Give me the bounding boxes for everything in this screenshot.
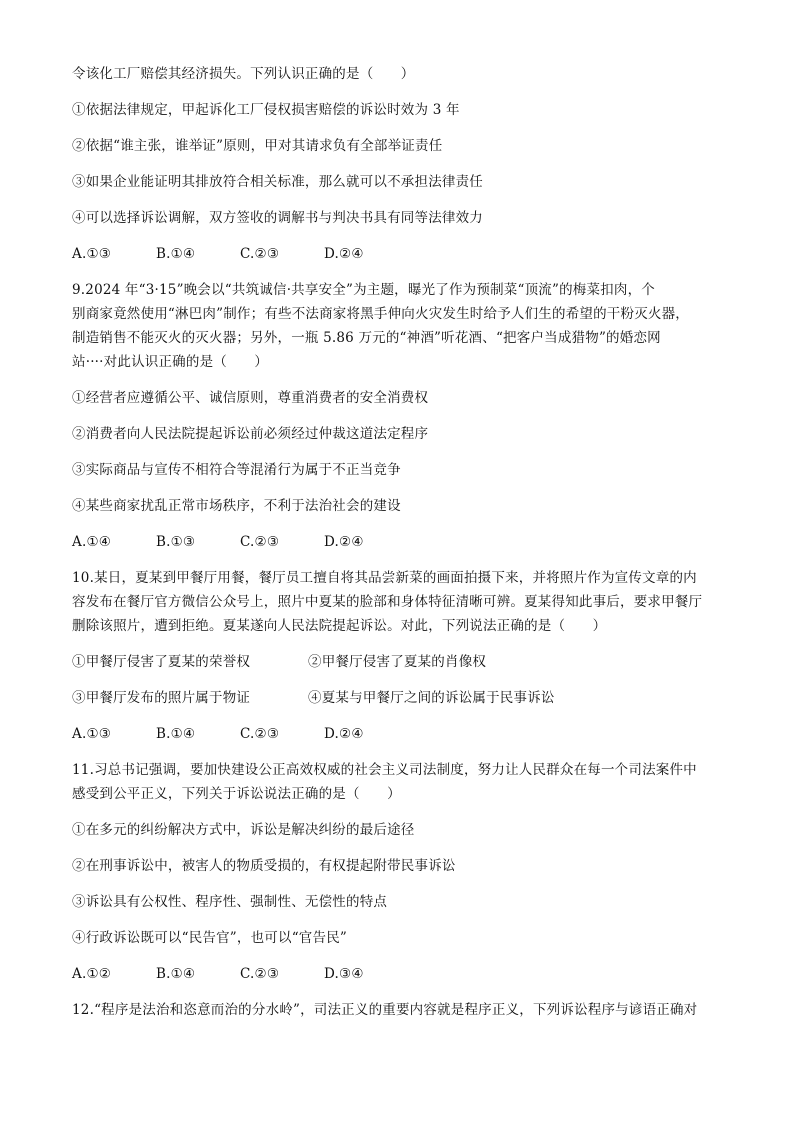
q9-stem-line-2: 别商家竟然使用“淋巴肉”制作；有些不法商家将黑手伸向火灾发生时给予人们生的希望的干粉灭火器， bbox=[72, 306, 690, 322]
option-c: C.②③ bbox=[240, 966, 280, 982]
option-b: B.①④ bbox=[156, 966, 196, 982]
option-d: D.②④ bbox=[324, 246, 364, 262]
statement-3: ③如果企业能证明其排放符合相关标准，那么就可以不承担法律责任 bbox=[72, 174, 483, 190]
q11-statement-2: ②在刑事诉讼中，被害人的物质受损的，有权提起附带民事诉讼 bbox=[72, 858, 456, 874]
option-b: B.①④ bbox=[156, 246, 196, 262]
q10-statement-4: ④夏某与甲餐厅之间的诉讼属于民事诉讼 bbox=[308, 690, 555, 706]
q9-statement-1: ①经营者应遵循公平、诚信原则，尊重消费者的安全消费权 bbox=[72, 390, 429, 406]
q11-statement-1: ①在多元的纠纷解决方式中，诉讼是解决纠纷的最后途径 bbox=[72, 822, 415, 838]
q10-stem-line-1: 10.某日，夏某到甲餐厅用餐，餐厅员工擅自将其品尝新菜的画面拍摄下来，并将照片作为宣传文章的内 bbox=[72, 570, 697, 586]
q11-stem-line-1: 11.习总书记强调，要加快建设公正高效权威的社会主义司法制度，努力让人民群众在每一个司法案件中 bbox=[72, 762, 697, 778]
question-stem-line: 令该化工厂赔偿其经济损失。下列认识正确的是（ ） bbox=[72, 66, 415, 82]
q11-stem-line-2: 感受到公平正义，下列关于诉讼说法正确的是（ ） bbox=[72, 786, 401, 802]
statement-4: ④可以选择诉讼调解，双方签收的调解书与判决书具有同等法律效力 bbox=[72, 210, 483, 226]
option-b: B.①③ bbox=[156, 534, 196, 550]
option-d: D.②④ bbox=[324, 726, 364, 742]
q10-statement-2: ②甲餐厅侵害了夏某的肖像权 bbox=[308, 654, 487, 670]
q10-stem-line-3: 删除该照片，遭到拒绝。夏某遂向人民法院提起诉讼。对此，下列说法正确的是（ ） bbox=[72, 618, 607, 634]
answer-options bbox=[72, 244, 732, 264]
q10-stem-line-2: 容发布在餐厅官方微信公众号上，照片中夏某的脸部和身体特征清晰可辨。夏某得知此事后，要求甲餐厅 bbox=[72, 594, 703, 610]
statement-1: ①依据法律规定，甲起诉化工厂侵权损害赔偿的诉讼时效为 3 年 bbox=[72, 102, 460, 118]
q10-statement-3: ③甲餐厅发布的照片属于物证 bbox=[72, 690, 251, 706]
q11-statement-3: ③诉讼具有公权性、程序性、强制性、无偿性的特点 bbox=[72, 894, 388, 910]
option-c: C.②③ bbox=[240, 534, 280, 550]
q10-answer-options bbox=[72, 724, 732, 744]
option-c: C.②③ bbox=[240, 726, 280, 742]
q9-statement-2: ②消费者向人民法院提起诉讼前必须经过仲裁这道法定程序 bbox=[72, 426, 429, 442]
q12-stem-line-1: 12.“程序是法治和恣意而治的分水岭”，司法正义的重要内容就是程序正义，下列诉讼程序与谚语正确对 bbox=[72, 1002, 698, 1018]
option-d: D.③④ bbox=[324, 966, 364, 982]
q11-statement-4: ④行政诉讼既可以“民告官”，也可以“官告民” bbox=[72, 930, 348, 946]
q11-answer-options bbox=[72, 964, 732, 984]
option-a: A.①④ bbox=[72, 534, 112, 550]
option-a: A.①③ bbox=[72, 246, 112, 262]
q10-statement-row-2 bbox=[72, 688, 732, 708]
option-d: D.②④ bbox=[324, 534, 364, 550]
option-a: A.①② bbox=[72, 966, 112, 982]
option-b: B.①④ bbox=[156, 726, 196, 742]
q9-stem-line-4: 站····对此认识正确的是（ ） bbox=[72, 354, 269, 370]
q9-stem-line-1: 9.2024 年“3·15”晚会以“共筑诚信·共享安全”为主题，曝光了作为预制菜“顶流”的梅菜扣肉，个 bbox=[72, 282, 655, 298]
q10-statement-1: ①甲餐厅侵害了夏某的荣誉权 bbox=[72, 654, 251, 670]
q10-statement-row-1 bbox=[72, 652, 732, 672]
option-a: A.①③ bbox=[72, 726, 112, 742]
q9-stem-line-3: 制造销售不能灭火的灭火器；另外，一瓶 5.86 万元的“神酒”听花酒、“把客户当成猎物”的婚恋网 bbox=[72, 330, 661, 346]
q9-statement-3: ③实际商品与宣传不相符合等混淆行为属于不正当竞争 bbox=[72, 462, 401, 478]
statement-2: ②依据“谁主张，谁举证”原则，甲对其请求负有全部举证责任 bbox=[72, 138, 443, 154]
option-c: C.②③ bbox=[240, 246, 280, 262]
q9-statement-4: ④某些商家扰乱正常市场秩序，不利于法治社会的建设 bbox=[72, 498, 401, 514]
q9-answer-options bbox=[72, 532, 732, 552]
